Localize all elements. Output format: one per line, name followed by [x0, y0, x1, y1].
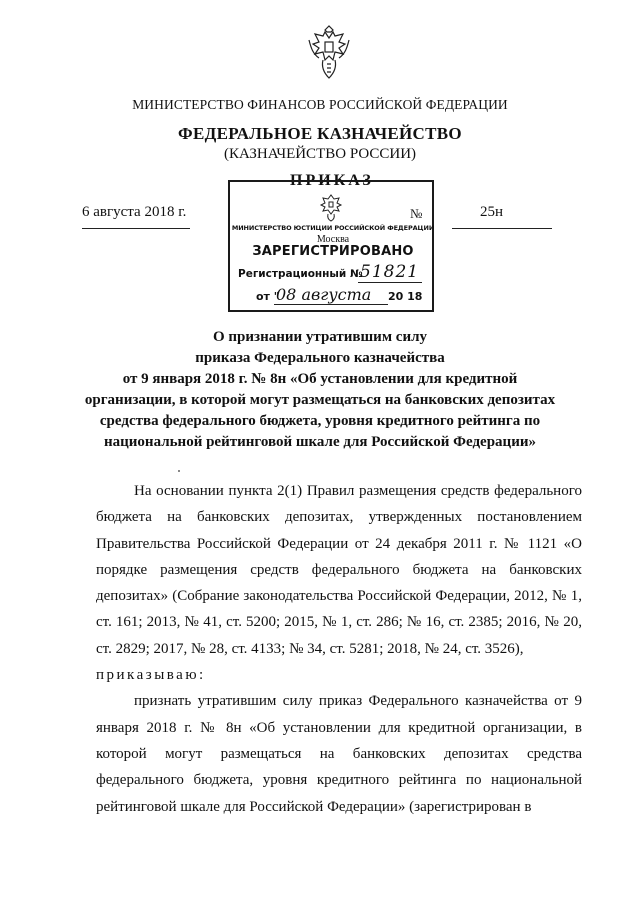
stamp-reg-number: 51821	[360, 262, 420, 282]
coat-of-arms-icon	[305, 24, 353, 80]
order-heading: ПРИКАЗ	[290, 172, 374, 189]
number-sign: №	[410, 206, 423, 221]
title-line: национальной рейтинговой шкале для Российской Федерации»	[104, 434, 536, 450]
stamp-from-label: от "	[256, 290, 280, 303]
stamp-emblem-icon	[318, 192, 344, 222]
order-date: 6 августа 2018 г.	[82, 204, 187, 220]
agency-name: ФЕДЕРАЛЬНОЕ КАЗНАЧЕЙСТВО	[178, 124, 462, 143]
stamp-ministry: МИНИСТЕРСТВО ЮСТИЦИИ РОССИЙСКОЙ ФЕДЕРАЦИИ	[231, 224, 435, 232]
body-paragraph-basis: На основании пункта 2(1) Правил размещения средств федерального бюджета на банковских депозитах, утвержденных постановлением Правительства Российской Федерации от 24 декабря 2011 г. № 1121 «О порядке размещения средств федерального бюджета на банковских депозитах» (Собрание законодательства Российской Федерации, 2012, № 1, ст. 161; 2013, № 41, ст. 5200; 2015, № 1, ст. 286; № 16, ст. 2385; 2016, № 20, ст. 2829; 2017, № 28, ст. 4133; № 34, ст. 5281; 2018, № 24, ст. 3526),	[96, 483, 582, 657]
stamp-handwritten-date: 08 августа	[276, 285, 372, 304]
stamp-date-underline	[274, 304, 388, 305]
number-underline	[452, 228, 552, 229]
stamp-reg-underline	[358, 282, 422, 283]
stamp-registered: ЗАРЕГИСТРИРОВАНО	[252, 244, 414, 259]
stamp-city: Москва	[316, 234, 350, 245]
title-line: организации, в которой могут размещаться на банковских депозитах	[84, 392, 556, 408]
document-title	[60, 327, 580, 453]
title-line: средства федерального бюджета, уровня кредитного рейтинга по	[99, 413, 541, 429]
title-line: от 9 января 2018 г. № 8н «Об установлении для кредитной	[122, 371, 518, 387]
date-underline	[82, 228, 190, 229]
title-line: приказа Федерального казначейства	[195, 350, 445, 366]
title-line: О признании утратившим силу	[213, 329, 427, 345]
ministry-name: МИНИСТЕРСТВО ФИНАНСОВ РОССИЙСКОЙ ФЕДЕРАЦИИ	[132, 97, 508, 112]
agency-short-name: (КАЗНАЧЕЙСТВО РОССИИ)	[223, 146, 417, 162]
order-number: 25н	[480, 204, 504, 220]
body-paragraph-decision: признать утратившим силу приказ Федерального казначейства от 9 января 2018 г. № 8н «Об установлении для кредитной организации, в которой могут размещаться на банковских депозитах средства федерального бюджета, уровня кредитного рейтинга по национальной рейтинговой шкале для Российской Федерации» (зарегистрирован в	[96, 693, 582, 815]
stamp-reg-label: Регистрационный №	[238, 268, 363, 280]
registration-stamp	[228, 180, 434, 312]
stamp-year: 20 18	[388, 290, 423, 303]
scan-speck	[178, 470, 180, 472]
order-word: приказываю:	[96, 667, 206, 684]
document-body	[96, 478, 582, 820]
